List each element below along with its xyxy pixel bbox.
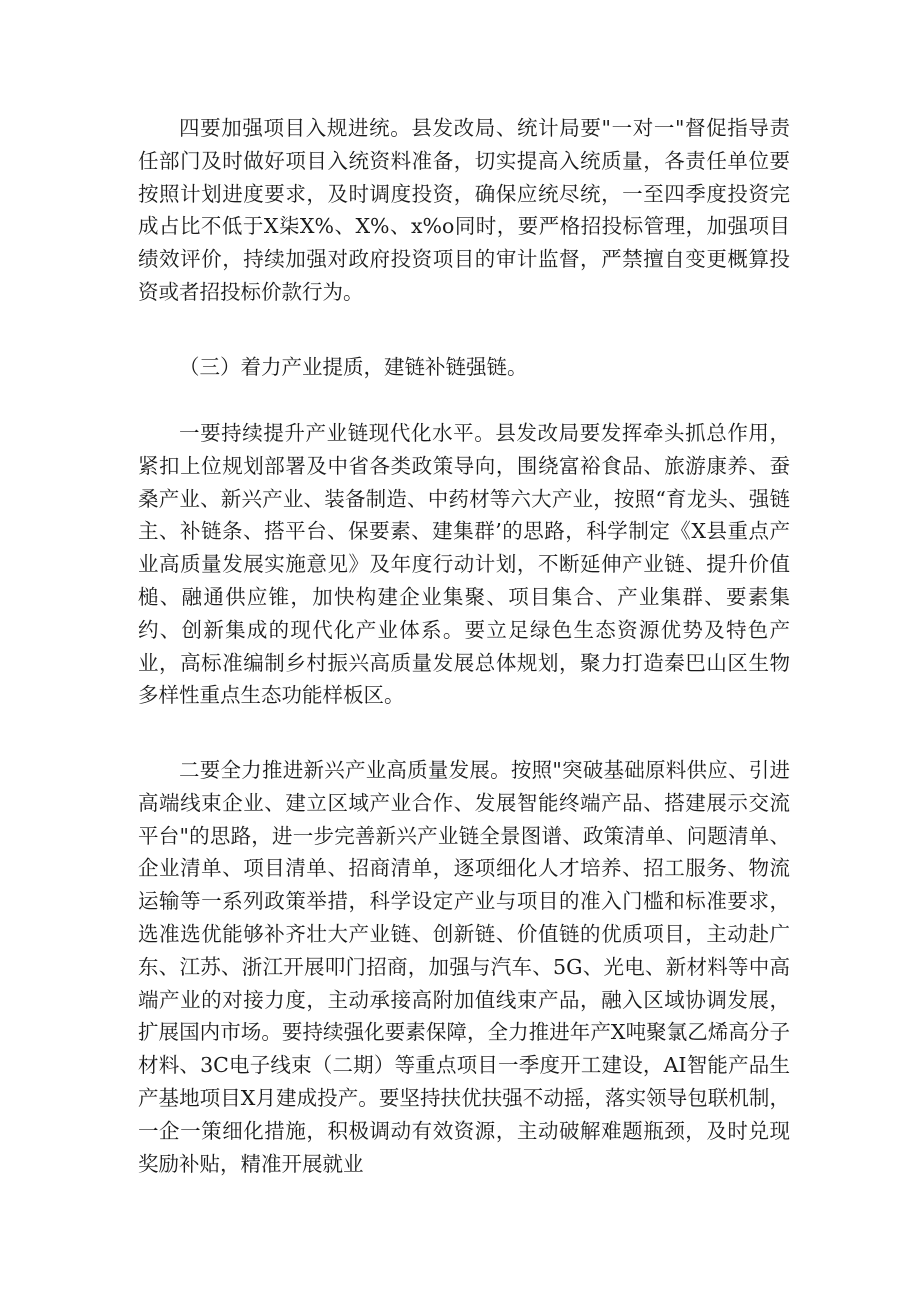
- section-heading-industry: （三）着力产业提质，建链补链强链。: [179, 355, 528, 379]
- paragraph-project-statistics: 四要加强项目入规进统。县发改局、统计局要"一对一"督促指导责任部门及时做好项目入统资料准备，切实提高入统质量，各责任单位要按照计划进度要求，及时调度投资，确保应统尽统，一至四季度投资完成占比不低于X柒X%、X%、x%o同时，要严格招投标管理，加强项目绩效评价，持续加强对政府投资项目的审计监督，严禁擅自变更概算投资或者招投标价款行为。: [138, 116, 790, 304]
- paragraph-industry-chain: 一要持续提升产业链现代化水平。县发改局要发挥牵头抓总作用，紧扣上位规划部署及中省各类政策导向，围绕富裕食品、旅游康养、蚕桑产业、新兴产业、装备制造、中药材等六大产业，按照“育龙头、强链主、补链条、搭平台、保要素、建集群’的思路，科学制定《X县重点产业高质量发展实施意见》及年度行动计划，不断延伸产业链、提升价值槌、融通供应锥，加快构建企业集聚、项目集合、产业集群、要素集约、创新集成的现代化产业体系。要立足绿色生态资源优势及特色产业，高标准编制乡村振兴高质量发展总体规划，聚力打造秦巴山区生物多样性重点生态功能样板区。: [138, 421, 790, 708]
- paragraph-emerging-industry: 二要全力推进新兴产业高质量发展。按照"突破基础原料供应、引进高端线束企业、建立区域产业合作、发展智能终端产品、搭建展示交流平台"的思路，进一步完善新兴产业链全景图谱、政策清单、问题清单、企业清单、项目清单、招商清单，逐项细化人才培养、招工服务、物流运输等一系列政策举措，科学设定产业与项目的准入门槛和标准要求，选准选优能够补齐壮大产业链、创新链、价值链的优质项目，主动赴广东、江苏、浙江开展叩门招商，加强与汽车、5G、光电、新材料等中高端产业的对接力度，主动承接高附加值线束产品，融入区域协调发展，扩展国内市场。要持续强化要素保障，全力推进年产X吨聚氯乙烯高分子材料、3C电子线束（二期）等重点项目一季度开工建设，AI智能产品生产基地项目X月建成投产。要坚持扶优扶强不动摇，落实领导包联机制，一企一策细化措施，积极调动有效资源，主动破解难题瓶颈，及时兑现奖励补贴，精准开展就业: [138, 758, 790, 1176]
